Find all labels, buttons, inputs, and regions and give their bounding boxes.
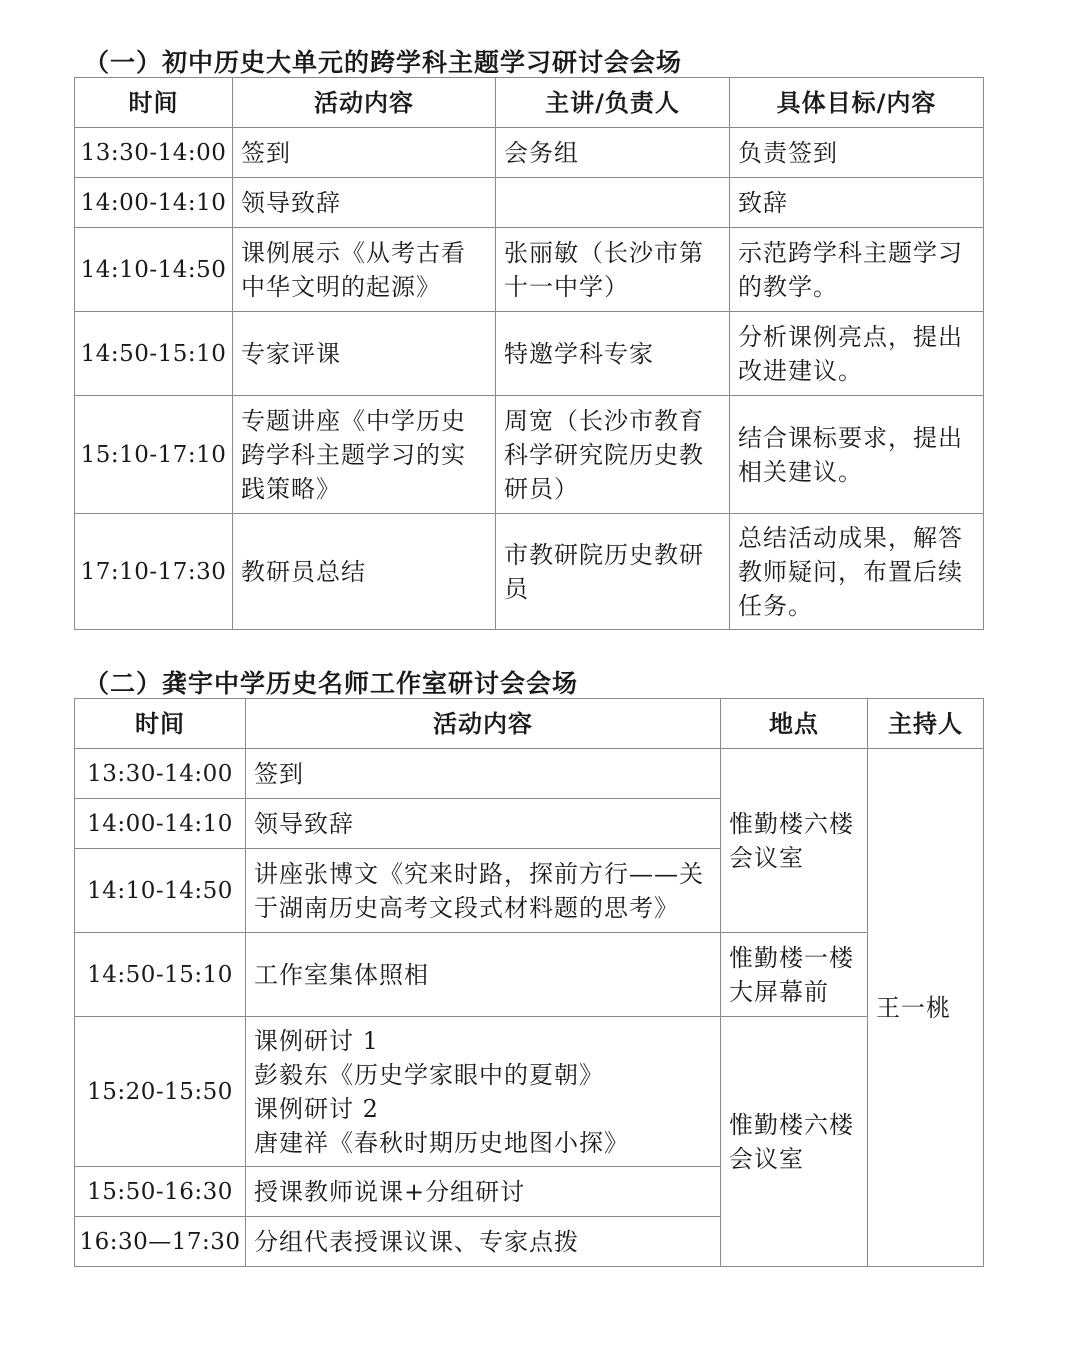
activity-cell: 领导致辞 xyxy=(246,799,721,849)
table-row xyxy=(75,1017,984,1167)
time-cell: 15:10-17:10 xyxy=(75,396,233,514)
time-cell: 14:00-14:10 xyxy=(75,799,246,849)
header-time: 时间 xyxy=(75,78,233,128)
header-location: 地点 xyxy=(721,699,868,749)
goal-cell: 分析课例亮点，提出改进建议。 xyxy=(730,312,984,396)
table-row xyxy=(75,228,984,312)
header-activity: 活动内容 xyxy=(233,78,496,128)
time-cell: 14:00-14:10 xyxy=(75,178,233,228)
section-1-title: （一）初中历史大单元的跨学科主题学习研讨会会场 xyxy=(84,48,683,77)
activity-cell: 领导致辞 xyxy=(233,178,496,228)
time-cell: 14:50-15:10 xyxy=(75,312,233,396)
goal-cell: 总结活动成果，解答教师疑问，布置后续任务。 xyxy=(730,514,984,630)
activity-line: 彭毅东《历史学家眼中的夏朝》 xyxy=(254,1060,604,1089)
location-cell: 惟勤楼六楼会议室 xyxy=(721,749,868,933)
goal-cell: 负责签到 xyxy=(730,128,984,178)
goal-cell: 示范跨学科主题学习的教学。 xyxy=(730,228,984,312)
goal-cell: 结合课标要求，提出相关建议。 xyxy=(730,396,984,514)
activity-line: 课例研讨 2 xyxy=(254,1094,379,1123)
time-cell: 15:20-15:50 xyxy=(75,1017,246,1167)
activity-line: 课例研讨 1 xyxy=(254,1026,379,1055)
activity-cell: 教研员总结 xyxy=(233,514,496,630)
time-cell: 16:30—17:30 xyxy=(75,1217,246,1267)
activity-cell: 专家评课 xyxy=(233,312,496,396)
header-speaker: 主讲/负责人 xyxy=(496,78,730,128)
goal-cell: 致辞 xyxy=(730,178,984,228)
time-cell: 13:30-14:00 xyxy=(75,128,233,178)
activity-cell xyxy=(246,1017,721,1167)
activity-cell: 签到 xyxy=(233,128,496,178)
activity-cell: 授课教师说课+分组研讨 xyxy=(246,1167,721,1217)
table-row xyxy=(75,933,984,1017)
table-header-row xyxy=(75,699,984,749)
time-cell: 14:50-15:10 xyxy=(75,933,246,1017)
time-cell: 13:30-14:00 xyxy=(75,749,246,799)
schedule-table-1 xyxy=(74,77,984,630)
speaker-cell xyxy=(496,178,730,228)
activity-cell: 讲座张博文《究来时路，探前方行——关于湖南历史高考文段式材料题的思考》 xyxy=(246,849,721,933)
speaker-cell: 张丽敏（长沙市第十一中学） xyxy=(496,228,730,312)
host-cell: 王一桃 xyxy=(868,749,984,1267)
activity-cell: 工作室集体照相 xyxy=(246,933,721,1017)
table-row xyxy=(75,749,984,799)
table-row xyxy=(75,312,984,396)
activity-cell: 分组代表授课议课、专家点拨 xyxy=(246,1217,721,1267)
header-goal: 具体目标/内容 xyxy=(730,78,984,128)
table-row xyxy=(75,128,984,178)
activity-cell: 课例展示《从考古看中华文明的起源》 xyxy=(233,228,496,312)
location-cell: 惟勤楼六楼会议室 xyxy=(721,1017,868,1267)
schedule-table-2 xyxy=(74,698,984,1267)
activity-cell: 签到 xyxy=(246,749,721,799)
activity-line: 唐建祥《春秋时期历史地图小探》 xyxy=(254,1128,629,1157)
header-time: 时间 xyxy=(75,699,246,749)
speaker-cell: 周宽（长沙市教育科学研究院历史教研员） xyxy=(496,396,730,514)
section-2-title: （二）龚宇中学历史名师工作室研讨会会场 xyxy=(84,669,579,698)
table-header-row xyxy=(75,78,984,128)
time-cell: 15:50-16:30 xyxy=(75,1167,246,1217)
table-row xyxy=(75,178,984,228)
table-row xyxy=(75,514,984,630)
speaker-cell: 特邀学科专家 xyxy=(496,312,730,396)
time-cell: 14:10-14:50 xyxy=(75,228,233,312)
activity-cell: 专题讲座《中学历史跨学科主题学习的实践策略》 xyxy=(233,396,496,514)
time-cell: 17:10-17:30 xyxy=(75,514,233,630)
speaker-cell: 市教研院历史教研员 xyxy=(496,514,730,630)
table-row xyxy=(75,396,984,514)
time-cell: 14:10-14:50 xyxy=(75,849,246,933)
speaker-cell: 会务组 xyxy=(496,128,730,178)
header-activity: 活动内容 xyxy=(246,699,721,749)
location-cell: 惟勤楼一楼大屏幕前 xyxy=(721,933,868,1017)
header-host: 主持人 xyxy=(868,699,984,749)
